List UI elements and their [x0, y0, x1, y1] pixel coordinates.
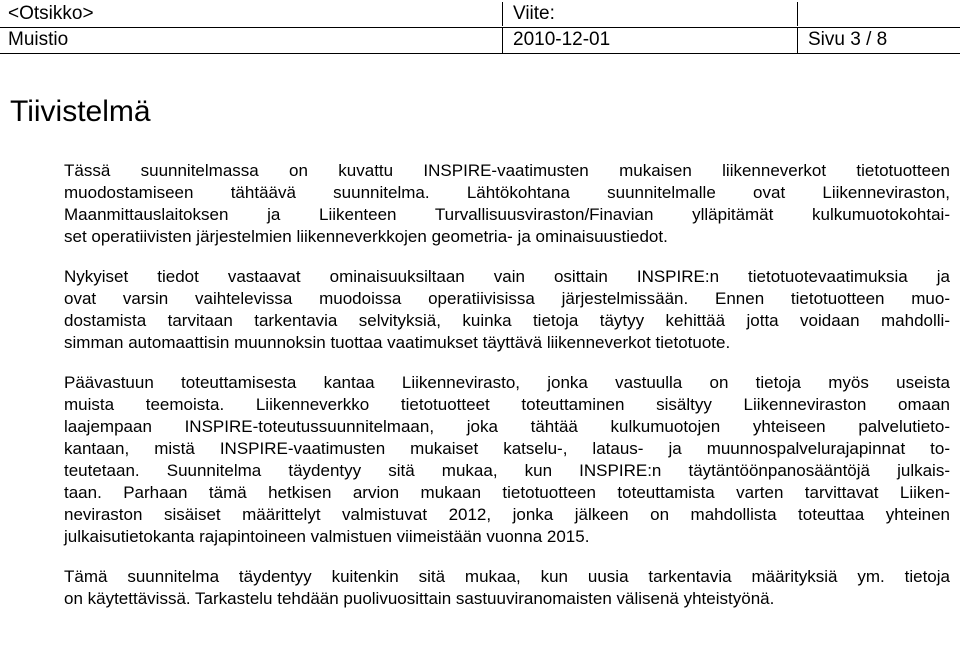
document-body — [64, 160, 950, 628]
text-line: on käytettävissä. Tarkastelu tehdään puolivuosittain sastuuviranomaisten välisenä yhteistyönä. — [64, 589, 775, 608]
text-line: kantaan, mistä INSPIRE-vaatimusten mukaiset katselu-, lataus- ja muunnospalvelurajapinnat to- — [64, 439, 950, 458]
section-heading: Tiivistelmä — [10, 95, 151, 128]
header-divider — [502, 2, 503, 26]
paragraph — [64, 266, 950, 354]
header-title-placeholder: <Otsikko> — [8, 3, 94, 24]
header-document-type: Muistio — [8, 29, 69, 50]
text-line: Tässä suunnitelmassa on kuvattu INSPIRE-vaatimusten mukaisen liikenneverkot tietotuotteen — [64, 161, 950, 180]
text-line: simman automaattisin muunnoksin tuottaa vaatimukset täyttävä liikenneverkot tietotuote. — [64, 333, 731, 352]
text-line: neviraston sisäiset määrittelyt valmistuvat 2012, jonka jälkeen on mahdollista toteuttaa yhteinen — [64, 505, 950, 524]
header-date: 2010-12-01 — [513, 29, 611, 50]
paragraph — [64, 160, 950, 248]
text-line: ovat varsin vaihtelevissa muodoissa operatiivisissa järjestelmissään. Ennen tietotuotteen muo- — [64, 289, 950, 308]
text-line: set operatiivisten järjestelmien liikenneverkkojen geometria- ja ominaisuustiedot. — [64, 227, 668, 246]
text-line: muista teemoista. Liikenneverkko tietotuotteet toteuttaminen sisältyy Liikenneviraston omaan — [64, 395, 950, 414]
text-line: dostamista tarvitaan tarkentavia selvityksiä, kuinka tietoja täytyy kehittää jotta voidaan mahdolli- — [64, 311, 950, 330]
text-line: taan. Parhaan tämä hetkisen arvion mukaan tietotuotteen toteuttamista varten tarvittavat Liiken- — [64, 483, 950, 502]
text-line: Päävastuun toteuttamisesta kantaa Liikennevirasto, jonka vastuulla on tietoja myös useista — [64, 373, 950, 392]
paragraph — [64, 566, 950, 610]
text-line: julkaisutietokanta rajapintoineen valmistuen viimeistään vuonna 2015. — [64, 527, 590, 546]
header-reference-label: Viite: — [513, 3, 555, 24]
paragraph — [64, 372, 950, 548]
header-page-number: Sivu 3 / 8 — [808, 29, 888, 50]
header-row-1 — [0, 2, 960, 27]
header-divider — [797, 27, 798, 53]
text-line: laajempaan INSPIRE-toteutussuunnitelmaan, joka tähtää kulkumuotojen yhteiseen palvelutieto- — [64, 417, 950, 436]
header-row-2 — [0, 27, 960, 53]
text-line: Maanmittauslaitoksen ja Liikenteen Turvallisuusviraston/Finavian ylläpitämät kulkumuotokohtai- — [64, 205, 950, 224]
text-line: Tämä suunnitelma täydentyy kuitenkin sitä mukaa, kun uusia tarkentavia määrityksiä ym. tietoja — [64, 567, 950, 586]
header-divider — [502, 27, 503, 53]
text-line: Nykyiset tiedot vastaavat ominaisuuksiltaan vain osittain INSPIRE:n tietotuotevaatimuksia ja — [64, 267, 950, 286]
text-line: muodostamiseen tähtäävä suunnitelma. Lähtökohtana suunnitelmalle ovat Liikenneviraston, — [64, 183, 950, 202]
header-divider — [797, 2, 798, 26]
text-line: teutetaan. Suunnitelma täydentyy sitä mukaa, kun INSPIRE:n täytäntöönpanosääntöjä julkais- — [64, 461, 950, 480]
document-header — [0, 0, 960, 54]
